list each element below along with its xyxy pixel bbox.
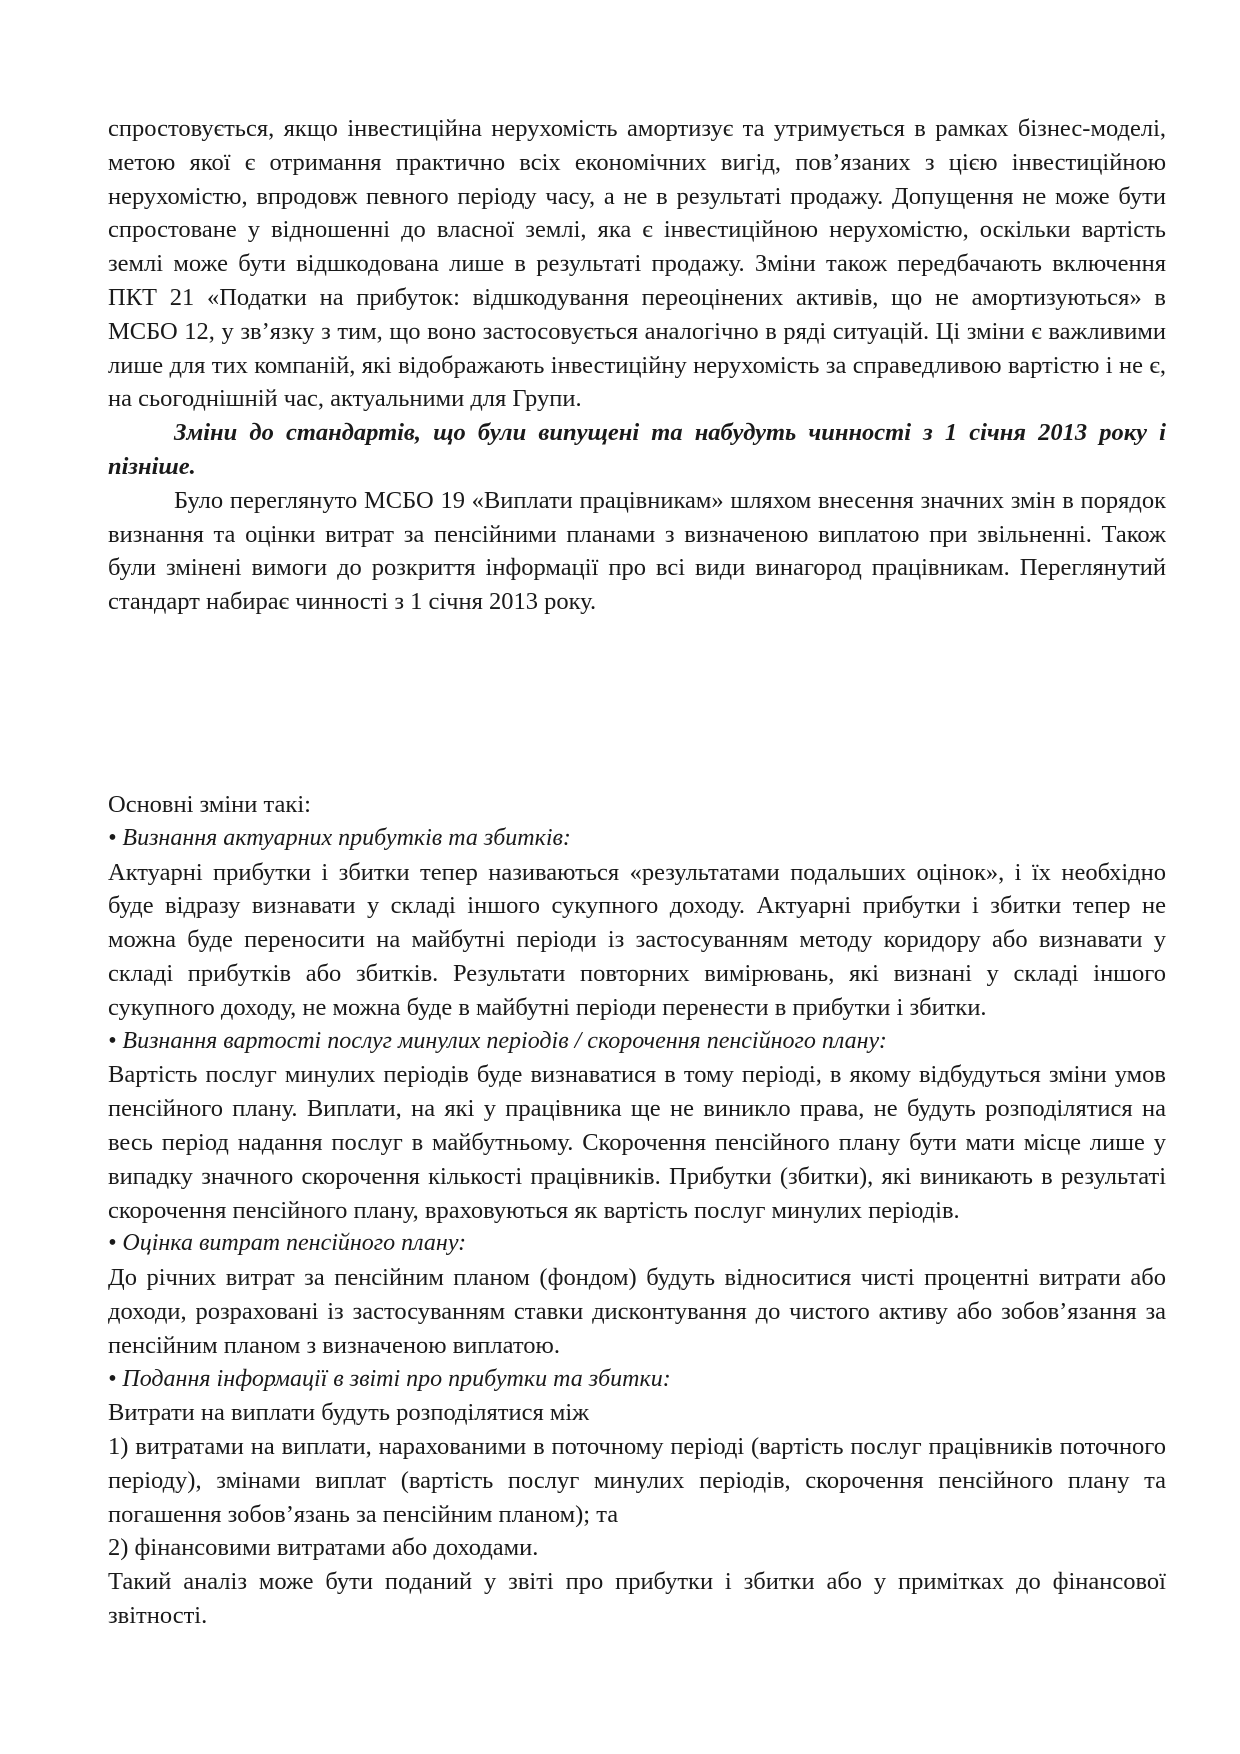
paragraph-pension-cost: До річних витрат за пенсійним планом (фондом) будуть відноситися чисті процентні витрати або доходи, розраховані із застосуванням ставки дисконтування до чистого активу або зобов’язання за пенсійним планом з визначеною виплатою. <box>108 1264 1166 1359</box>
paragraph-presentation-intro: Витрати на виплати будуть розподілятися між <box>108 1399 590 1427</box>
bullet-heading-pension-cost: • Оцінка витрат пенсійного плану: <box>108 1230 467 1257</box>
list-item-1: 1) витратами на виплати, нарахованими в поточному періоді (вартість послуг працівників поточного періоду), змінами виплат (вартість послуг минулих періодів, скорочення пенсійного плану та погашення зобов’язань за пенсійним планом); та <box>108 1433 1166 1528</box>
intro-main-changes: Основні зміни такі: <box>108 790 311 818</box>
paragraph-actuarial: Актуарні прибутки і збитки тепер називаються «результатами подальших оцінок», і їх необхідно буде відразу визнавати у складі іншого сукупного доходу. Актуарні прибутки і збитки тепер не можна буде переносити на майбутні періоди із застосуванням методу коридору або визнавати у складі прибутків або збитків. Результати повторних вимірювань, які визнані у складі іншого сукупного доходу, не можна буде в майбутні періоди перенести в прибутки і збитки. <box>108 858 1166 1021</box>
bullet-heading-actuarial: • Визнання актуарних прибутків та збитків: <box>108 824 571 851</box>
paragraph-past-service: Вартість послуг минулих періодів буде визнаватися в тому періоді, в якому відбудуться зміни умов пенсійного плану. Виплати, на які у працівника ще не виникло права, не будуть розподілятися на весь період надання послуг в майбутньому. Скорочення пенсійного плану бути мати місце лише у випадку значного скорочення кількості працівників. Прибутки (збитки), які виникають в результаті скорочення пенсійного плану, враховуються як вартість послуг минулих періодів. <box>108 1061 1166 1224</box>
bullet-heading-past-service: • Визнання вартості послуг минулих періодів / скорочення пенсійного плану: <box>108 1027 887 1054</box>
paragraph-investment-property: спростовується, якщо інвестиційна нерухомість амортизує та утримується в рамках бізнес-моделі, метою якої є отримання практично всіх економічних вигід, пов’язаних з цією інвестиційною нерухомістю, впродовж певного періоду часу, а не в результаті продажу. Допущення не може бути спростоване у відношенні до власної землі, яка є інвестиційною нерухомістю, оскільки вартість землі може бути відшкодована лише в результаті продажу. Зміни також передбачають включення ПКТ 21 «Податки на прибуток: відшкодування переоцінених активів, що не амортизуються» в МСБО 12, у зв’язку з тим, що воно застосовується аналогічно в ряді ситуацій. Ці зміни є важливими лише для тих компаній, які відображають інвестиційну нерухомість за справедливою вартістю і не є, на сьогоднішній час, актуальними для Групи. <box>108 115 1166 413</box>
paragraph-closing: Такий аналіз може бути поданий у звіті про прибутки і збитки або у примітках до фінансової звітності. <box>108 1568 1166 1630</box>
bullet-heading-presentation: • Подання інформації в звіті про прибутки та збитки: <box>108 1365 671 1392</box>
heading-new-standards: Зміни до стандартів, що були випущені та набудуть чинності з 1 січня 2013 року і пізніше. <box>108 419 1166 480</box>
list-item-2: 2) фінансовими витратами або доходами. <box>108 1534 539 1562</box>
vertical-spacer <box>108 619 1166 788</box>
document-page <box>108 112 1166 1633</box>
paragraph-ias19-revision: Було переглянуто МСБО 19 «Виплати працівникам» шляхом внесення значних змін в порядок визнання та оцінки витрат за пенсійними планами з визначеною виплатою при звільненні. Також були змінені вимоги до розкриття інформації про всі види винагород працівникам. Переглянутий стандарт набирає чинності з 1 січня 2013 року. <box>108 486 1166 616</box>
